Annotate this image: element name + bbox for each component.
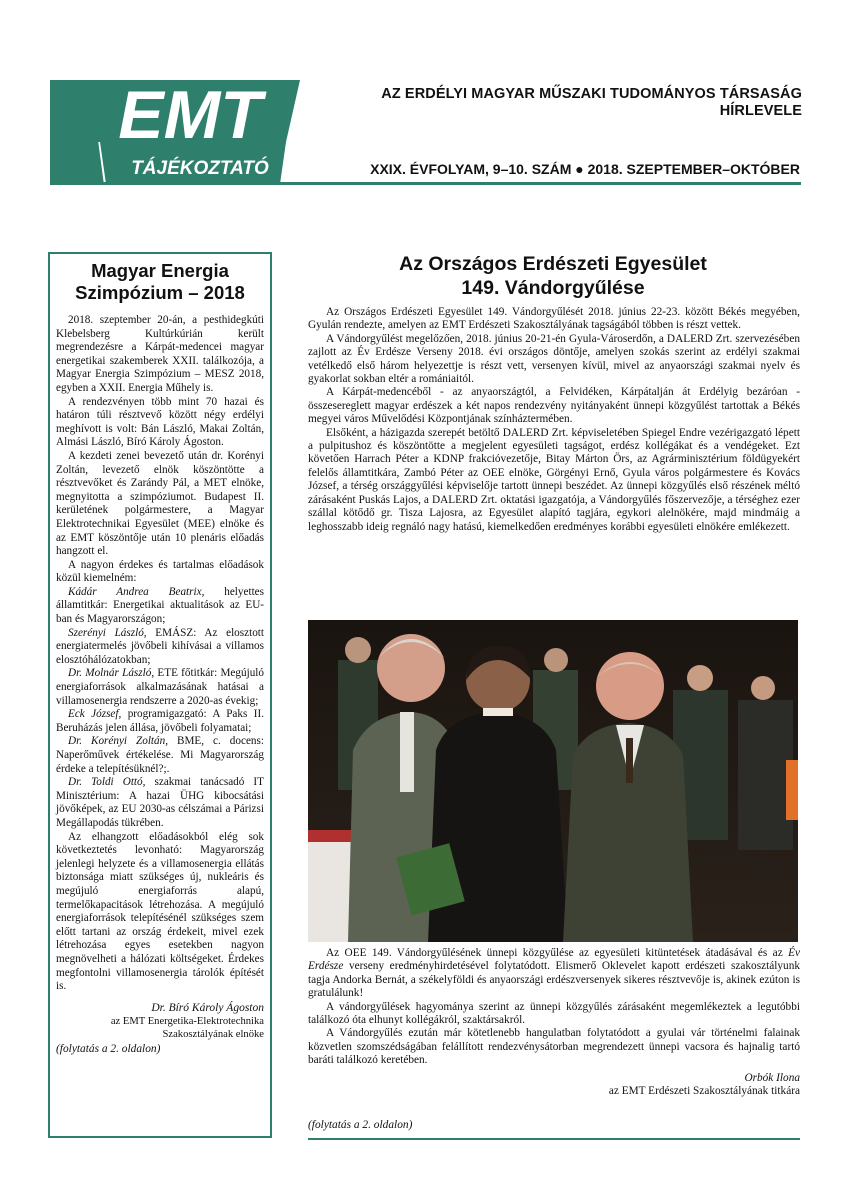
speaker-name: Dr. Toldi Ottó, [68, 776, 146, 789]
ceremony-photo [308, 620, 798, 942]
main-title-line1: Az Országos Erdészeti Egyesület [399, 253, 707, 275]
newsletter-title-line2: HÍRLEVELE [719, 103, 802, 119]
speaker-name: Szerényi László, [68, 626, 147, 639]
main-title-line2: 149. Vándorgyűlése [461, 277, 645, 299]
paragraph: A kezdeti zenei bevezető után dr. Korényi Zoltán, levezető elnök köszöntötte a résztvevőket és Zarándy Pál, a MET elnöke, megnyitotta a szimpóziumot. Budapest II. kerületének polgármestere, a Magyar Elektrotechnikai Egyesület (MEE) elnöke és az EMT köszöntője után 10 plenáris előadás hangzott el. [56, 449, 264, 558]
newsletter-title [320, 86, 802, 120]
main-signature [308, 1072, 800, 1099]
author-role: az EMT Erdészeti Szakosztályának titkára [608, 1085, 800, 1098]
paragraph: A Vándorgyűlés ezután már kötetlenebb hangulatban folytatódott a gyulai vár történelmi falainak közvetlen szomszédságában felállított rendezvénysátorban megrendezett ünnepi vacsora és hajnalig tartó baráti találkozó keretében. [308, 1027, 800, 1067]
sidebar-article-box [48, 252, 272, 1138]
author-role: az EMT Energetika-Elektrotechnika [110, 1015, 264, 1027]
paragraph: A rendezvényen több mint 70 hazai és határon túli résztvevő között négy erdélyi meghívott is volt: Bán László, Makai Zoltán, Almási László, Bíró Károly Ágoston. [56, 395, 264, 449]
speaker-item [56, 586, 264, 627]
main-article-title [308, 252, 798, 300]
sidebar-title-line2: Szimpózium – 2018 [75, 282, 245, 303]
paragraph: Az Országos Erdészeti Egyesület 149. Vándorgyűlését 2018. június 22-23. között Békés megyében, Gyulán rendezte, amelyen az EMT Erdészeti Szakosztályának tagságából többen is részt vettek. [308, 306, 800, 332]
speaker-item [56, 627, 264, 668]
footer-divider [308, 1138, 800, 1140]
paragraph: A Kárpát-medencéből - az anyaországtól, a Felvidéken, Kárpátalján át Erdélyig bezáróan - összesereglett magyar erdészek a két napos rendezvény nyitányaként ünnepi közgyűlést tartottak a Békés megyei város Művelődési Központjának színháztermében. [308, 386, 800, 426]
main-article-body-continued [308, 947, 800, 1098]
emt-logo [50, 80, 305, 185]
continued-note: (folytatás a 2. oldalon) [56, 1042, 161, 1055]
paragraph: A vándorgyűlések hagyománya szerint az ünnepi közgyűlés zárásaként megemlékeztek a legutóbbi találkozó óta elhunyt kollégákról, szaktársakról. [308, 1000, 800, 1027]
speaker-topic: BME, c. docens: Naperőművek értékelése. Mi Magyarország érdeke a telepítésüknél?;. [56, 735, 264, 775]
speaker-item [56, 776, 264, 830]
speaker-item [56, 708, 264, 735]
header-divider [54, 182, 801, 185]
paragraph: A Vándorgyűlést megelőzően, 2018. június 20-21-én Gyula-Városerdőn, a DALERD Zrt. szervezésében zajlott az Év Erdésze Verseny 2018. évi országos döntője, amelyen szokás szerint az erdélyi szakmai vetélkedő első három helyezettje is részt vett, versenyen kívül, mivel az anyaországi szakmai nyelv és gyakorlat sokban eltér a romániaitól. [308, 332, 800, 386]
sidebar-signature [56, 1002, 264, 1041]
continued-note: (folytatás a 2. oldalon) [308, 1119, 413, 1131]
paragraph: Az OEE 149. Vándorgyűlésének ünnepi közgyűlése az egyesületi kitüntetések átadásával és az Év Erdésze verseny eredményhirdetésével folytatódott. Elismerő Oklevelet kapott erdészeti szakosztályunk tagja Andorka Bernát, a székelyföldi és anyaországi erdészversenyek sikeres résztvevője is, akinek ezúton is gratulálunk! [308, 947, 800, 1000]
paragraph: Az elhangzott előadásokból elég sok következtetés levonható: Magyarország jelenlegi helyzete és a villamosenergia ellátás biztonsága miatt szükséges új, nukleáris és megújuló energiaforrás alapú, termelőkapacitások létrehozása. A megújuló energiaforrások telepítésénél szükséges szem előtt tartani az ország érdekeit, mivel ezek létrehozása egyes esetekben nagyon megnövelheti a hálózati költségeket. Érdekes megfontolni villamosenergia tárolók építését is. [56, 830, 264, 993]
speaker-topic: programigazgató: A Paks II. Beruházás jelen állása, jövőbeli folyamatai; [56, 708, 264, 734]
speaker-item [56, 667, 264, 708]
speaker-topic: szakmai tanácsadó IT Minisztérium: A hazai ÜHG kibocsátási jövőképek, az EU 2030-as célszámai a Párizsi Megállapodás tükrében. [56, 776, 264, 829]
sidebar-article-title [50, 260, 270, 304]
issue-info: XXIX. ÉVFOLYAM, 9–10. SZÁM ● 2018. SZEPTEMBER–OKTÓBER [370, 161, 800, 177]
sidebar-title-line1: Magyar Energia [91, 260, 229, 281]
author-name: Dr. Bíró Károly Ágoston [151, 1001, 264, 1014]
speaker-topic: ETE főtitkár: Megújuló energiaforrások alkalmazásának hatásai a villamosenergia rendszerre a 2020-as évekig; [56, 667, 264, 707]
speaker-name: Dr. Korényi Zoltán, [68, 735, 169, 748]
logo-subtext: TÁJÉKOZTATÓ [131, 158, 269, 179]
speaker-name: Kádár Andrea Beatrix, [68, 585, 205, 598]
sidebar-article-body [50, 314, 270, 1056]
paragraph: Elsőként, a házigazda szerepét betöltő DALERD Zrt. képviseletében Spiegel Endre vezérigazgató lépett a pulpitushoz és köszöntötte a megjelent egyesületi tagságot, erdész kollégákat és a vendégeket. Ezt követően Harrach Péter a KDNP frakcióvezetője, Bitay Márton Örs, az Agrárminisztérium földügyekért felelős államtitkára, Zambó Péter az OEE elnöke, Görgényi Ernő, Gyula város polgármestere és Kovács József, a térség országgyűlési képviselője tartott ünnepi beszédet. Az ünnepi közgyűlés első részének méltó zárásaként Puskás Lajos, a DALERD Zrt. oktatási igazgatója, a Vándorgyűlés főszervezője, a térséghez ezer szállal kötődő gr. Tisza Lajosra, az Egyesület alapító tagjára, egykori alelnökére, majd mindmáig a leghosszabb ideig regnáló nagy hatású, kiemelkedően eredményes korábbi egyesületi elnökére emlékezett. [308, 426, 800, 533]
speaker-item [56, 735, 264, 776]
main-article-body [308, 306, 800, 534]
author-role: Szakosztályának elnöke [162, 1028, 264, 1040]
speaker-name: Eck József, [68, 708, 122, 721]
paragraph: 2018. szeptember 20-án, a pesthidegkúti Klebelsberg Kultúrkúrián került megrendezésre a Kárpát-medencei magyar energetikai szakemberek XXII. találkozója, a Magyar Energia Szimpózium – MESZ 2018, egyben a XXII. Energia Műhely is. [56, 314, 264, 394]
author-name: Orbók Ilona [744, 1071, 800, 1084]
speaker-topic: EMÁSZ: Az elosztott energiatermelés jövőbeli kihívásai a villamos elosztóhálózatokban; [56, 626, 265, 666]
speaker-name: Dr. Molnár László, [68, 667, 155, 680]
logo-text: EMT [118, 80, 262, 153]
newsletter-title-line1: AZ ERDÉLYI MAGYAR MŰSZAKI TUDOMÁNYOS TÁRSASÁG [381, 86, 802, 102]
speaker-topic: helyettes államtitkár: Energetikai aktualitások az EU-ban és Magyarországon; [56, 585, 265, 626]
paragraph: A nagyon érdekes és tartalmas előadások közül kiemelném: [56, 558, 264, 585]
